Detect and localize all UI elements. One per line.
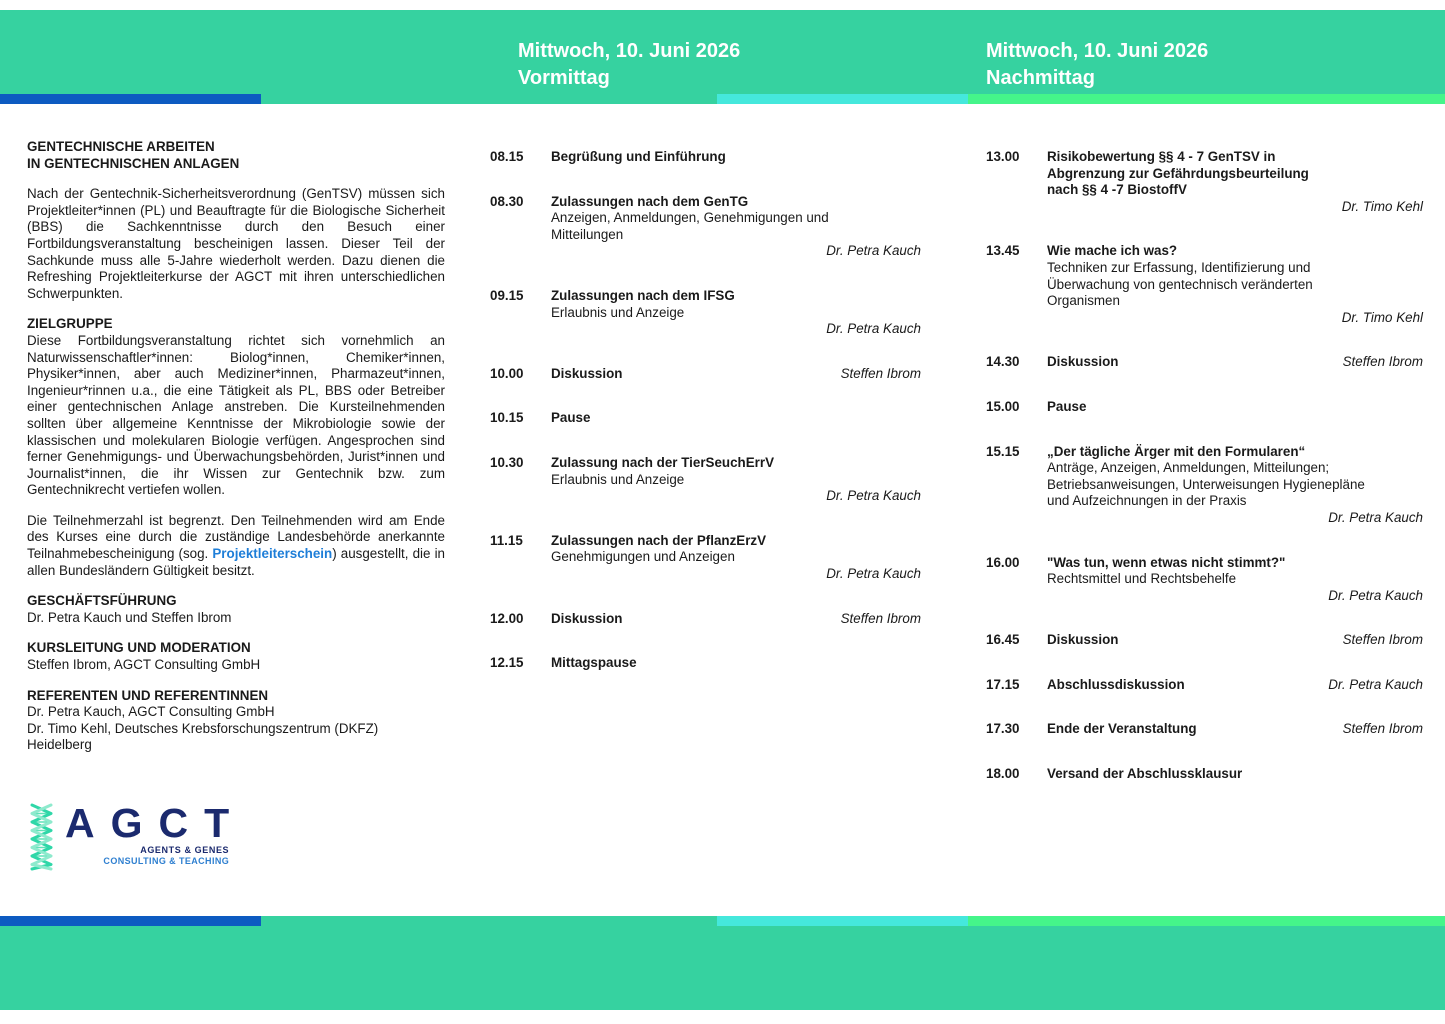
schedule-item [490,194,921,260]
section-line: Steffen Ibrom, AGCT Consulting GmbH [27,657,261,673]
schedule-time: 12.15 [490,655,524,671]
session-title: Begrüßung und Einführung [551,149,726,164]
speaker-name: Steffen Ibrom [1342,632,1423,648]
speaker-name: Dr. Petra Kauch [826,321,921,337]
teilnehmer-text-before: Die Teilnehmerzahl ist begrenzt. Den Teilnehmenden wird am Ende des Kurses eine durch die zuständige Landesbehörde anerkannte Teilnahmebescheinigung (sog. [27,512,445,562]
projektleiterschein-link[interactable]: Projektleiterschein [212,546,333,562]
section-line: Dr. Timo Kehl, Deutsches Krebsforschungszentrum (DKFZ) [27,720,379,736]
course-title-line1: GENTECHNISCHE ARBEITEN [27,139,215,154]
session-subtitle: Genehmigungen und Anzeigen [551,549,735,565]
session-subtitle: Anträge, Anzeigen, Anmeldungen, Mitteilungen; [1047,460,1330,476]
schedule-body [551,149,921,166]
schedule-title-row [1047,354,1423,371]
schedule-title-row [1047,632,1423,649]
session-title: Abschlussdiskussion [1047,676,1185,692]
speaker-name: Dr. Petra Kauch [826,488,921,504]
session-subtitle: Mitteilungen [551,226,624,242]
session-title: Ende der Veranstaltung [1047,721,1197,737]
nachmittag-schedule [986,149,1423,811]
session-subtitle: Überwachung von gentechnisch veränderten [1047,276,1313,292]
schedule-item [986,243,1423,326]
schedule-body [1047,149,1423,215]
schedule-item [490,149,921,166]
session-title: „Der tägliche Ärger mit den Formularen“ [1047,443,1306,459]
schedule-body [551,410,921,427]
session-subtitle: Erlaubnis und Anzeige [551,471,685,487]
speaker-name: Dr. Petra Kauch [1328,587,1423,603]
dna-helix-icon [25,803,58,871]
agct-tagline-consulting-teaching: CONSULTING & TEACHING [103,856,230,866]
schedule-item [986,354,1423,371]
schedule-time: 11.15 [490,532,523,548]
schedule-body [1047,354,1423,371]
session-subtitle: Anzeigen, Anmeldungen, Genehmigungen und [551,210,829,226]
speaker-name: Dr. Petra Kauch [826,243,921,259]
header-date: Mittwoch, 10. Juni 2026 [986,40,1209,62]
course-title-line2: IN GENTECHNISCHEN ANLAGEN [27,155,240,171]
schedule-item [490,288,921,338]
schedule-item [986,444,1423,527]
session-subtitle: Erlaubnis und Anzeige [551,304,685,320]
schedule-item [986,677,1423,694]
header-vormittag [518,38,740,92]
schedule-time: 08.15 [490,149,524,164]
schedule-item [490,611,921,628]
schedule-body [551,366,921,383]
speaker-name: Steffen Ibrom [1342,354,1423,370]
agct-logo-text [65,800,246,867]
speaker-name: Dr. Petra Kauch [1328,509,1423,525]
schedule-time: 18.00 [986,766,1020,782]
header-band [0,10,1445,104]
speaker-name: Steffen Ibrom [840,365,921,381]
schedule-time: 08.30 [490,193,524,209]
header-date: Mittwoch, 10. Juni 2026 [518,40,741,62]
schedule-item [986,555,1423,605]
header-nachmittag [986,38,1208,92]
schedule-body [1047,766,1423,783]
session-title: "Was tun, wenn etwas nicht stimmt?" [1047,554,1286,570]
session-title: Diskussion [1047,632,1119,648]
zielgruppe-heading: ZIELGRUPPE [27,316,113,332]
schedule-body [551,655,921,672]
schedule-time: 15.15 [986,443,1020,459]
schedule-time: 13.45 [986,243,1020,259]
schedule-item [986,721,1423,738]
section-line: Dr. Petra Kauch, AGCT Consulting GmbH [27,704,275,720]
schedule-time: 13.00 [986,149,1020,164]
session-title: Pause [551,410,591,426]
session-subtitle: Techniken zur Erfassung, Identifizierung und [1047,259,1311,275]
session-subtitle: Rechtsmittel und Rechtsbehelfe [1047,571,1237,587]
schedule-title-row [1047,677,1423,694]
schedule-body [551,611,921,628]
schedule-body [551,194,921,260]
session-title: Zulassung nach der TierSeuchErrV [551,454,774,470]
schedule-body [1047,399,1423,416]
teilnehmer-paragraph [27,513,445,579]
session-title: Zulassungen nach dem GenTG [551,193,749,209]
schedule-time: 09.15 [490,287,524,303]
session-subtitle: Betriebsanweisungen, Unterweisungen Hygienepläne [1047,476,1365,492]
session-title: Zulassungen nach der PflanzErzV [551,532,767,548]
speaker-name: Steffen Ibrom [1342,721,1423,737]
schedule-title-row [551,611,921,628]
accent-bar-green [968,916,1445,926]
schedule-item [490,533,921,583]
schedule-body [551,533,921,583]
session-subtitle: Organismen [1047,293,1120,309]
schedule-item [986,149,1423,215]
schedule-body [1047,555,1423,605]
accent-bar-green [968,94,1445,104]
accent-bar-cyan [717,916,968,926]
schedule-body [551,288,921,338]
schedule-item [986,766,1423,783]
course-title [27,139,445,172]
schedule-time: 17.15 [986,676,1020,692]
session-title: Diskussion [551,610,623,626]
session-title: Diskussion [1047,354,1119,370]
schedule-body [551,455,921,505]
zielgruppe-paragraph: Diese Fortbildungsveranstaltung richtet sich vornehmlich an Naturwissenschaftler*innen: Biolog*innen, Chemiker*innen, Physiker*innen, aber auch Mediziner*innen, Pharmazeut*innen, Ingenieur*rinnen u.a., die eine Tätigkeit als PL, BBS oder Betreiber einer gentechnischen Anlage anstreben. Die Kursteilnehmenden sollten über allgemeine Kenntnisse der Mikrobiologie sowie der klassischen und molekularen Biologie verfügen. Angesprochen sind ferner Genehmigungs- und Überwachungsbehörden, Jurist*innen und Journalist*innen, die ihr Wissen zur Gentechnik bzw. zum Gentechnikrecht vertiefen wollen. [27,332,445,498]
speaker-name: Dr. Petra Kauch [1328,676,1423,692]
schedule-time: 17.30 [986,721,1020,737]
section-line: Heidelberg [27,737,92,753]
agct-logo [25,800,246,871]
session-title: Wie mache ich was? [1047,243,1178,259]
header-period: Nachmittag [986,67,1095,89]
schedule-time: 10.00 [490,365,524,381]
schedule-item [490,455,921,505]
intro-paragraph: Nach der Gentechnik-Sicherheitsverordnung (GenTSV) müssen sich Projektleiter*innen (PL) und Beauftragte für die Biologische Sicherheit (BBS) die Sachkenntnisse durch den Besuch einer Fortbildungsveranstaltung bescheinigen lassen. Dieser Teil der Sachkunde muss alle 5-Jahre wiederholt werden. Dazu dienen die Refreshing Projektleiterkurse der AGCT mit ihren unterschiedlichen Schwerpunkten. [27,186,445,301]
schedule-time: 10.15 [490,410,524,426]
session-title: nach §§ 4 -7 BiostoffV [1047,182,1187,198]
footer-band [0,916,1445,1010]
schedule-body [1047,721,1423,738]
agct-acronym: AGCT [65,800,246,846]
session-subtitle: und Aufzeichnungen in der Praxis [1047,493,1247,509]
vormittag-schedule [490,149,921,700]
schedule-time: 15.00 [986,398,1020,414]
schedule-body [1047,444,1423,527]
section-heading: KURSLEITUNG UND MODERATION [27,640,251,656]
section-geschaeftsfuehrung [27,593,445,626]
schedule-item [986,632,1423,649]
session-title: Pause [1047,398,1087,414]
speaker-name: Dr. Petra Kauch [826,565,921,581]
schedule-time: 12.00 [490,610,524,626]
session-title: Risikobewertung §§ 4 - 7 GenTSV in [1047,149,1276,164]
session-title: Diskussion [551,365,623,381]
session-title: Mittagspause [551,655,637,671]
schedule-body [1047,632,1423,649]
schedule-time: 10.30 [490,454,524,470]
accent-bar-blue [0,916,261,926]
schedule-time: 16.00 [986,554,1020,570]
schedule-time: 16.45 [986,632,1020,648]
teilnehmer-text-after: ) ausgestellt, die in allen Bundesländern Gültigkeit besitzt. [27,546,445,578]
section-heading: GESCHÄFTSFÜHRUNG [27,593,177,609]
section-referenten [27,688,445,754]
schedule-item [490,410,921,427]
accent-bar-blue [0,94,261,104]
schedule-title-row [551,366,921,383]
session-title: Versand der Abschlussklausur [1047,766,1243,782]
schedule-item [490,655,921,672]
schedule-body [1047,677,1423,694]
section-heading: REFERENTEN UND REFERENTINNEN [27,687,269,703]
schedule-time: 14.30 [986,354,1020,370]
speaker-name: Steffen Ibrom [840,610,921,626]
section-kursleitung [27,640,445,673]
schedule-title-row [1047,721,1423,738]
agct-tagline-agents-genes: AGENTS & GENES [140,845,230,855]
course-description-column [27,139,445,754]
section-line: Dr. Petra Kauch und Steffen Ibrom [27,609,232,625]
schedule-item [986,399,1423,416]
schedule-item [490,366,921,383]
schedule-body [1047,243,1423,326]
header-period: Vormittag [518,67,610,89]
accent-bar-cyan [717,94,968,104]
speaker-name: Dr. Timo Kehl [1341,198,1423,214]
speaker-name: Dr. Timo Kehl [1341,309,1423,325]
session-title: Abgrenzung zur Gefährdungsbeurteilung [1047,165,1309,181]
session-title: Zulassungen nach dem IFSG [551,287,735,303]
